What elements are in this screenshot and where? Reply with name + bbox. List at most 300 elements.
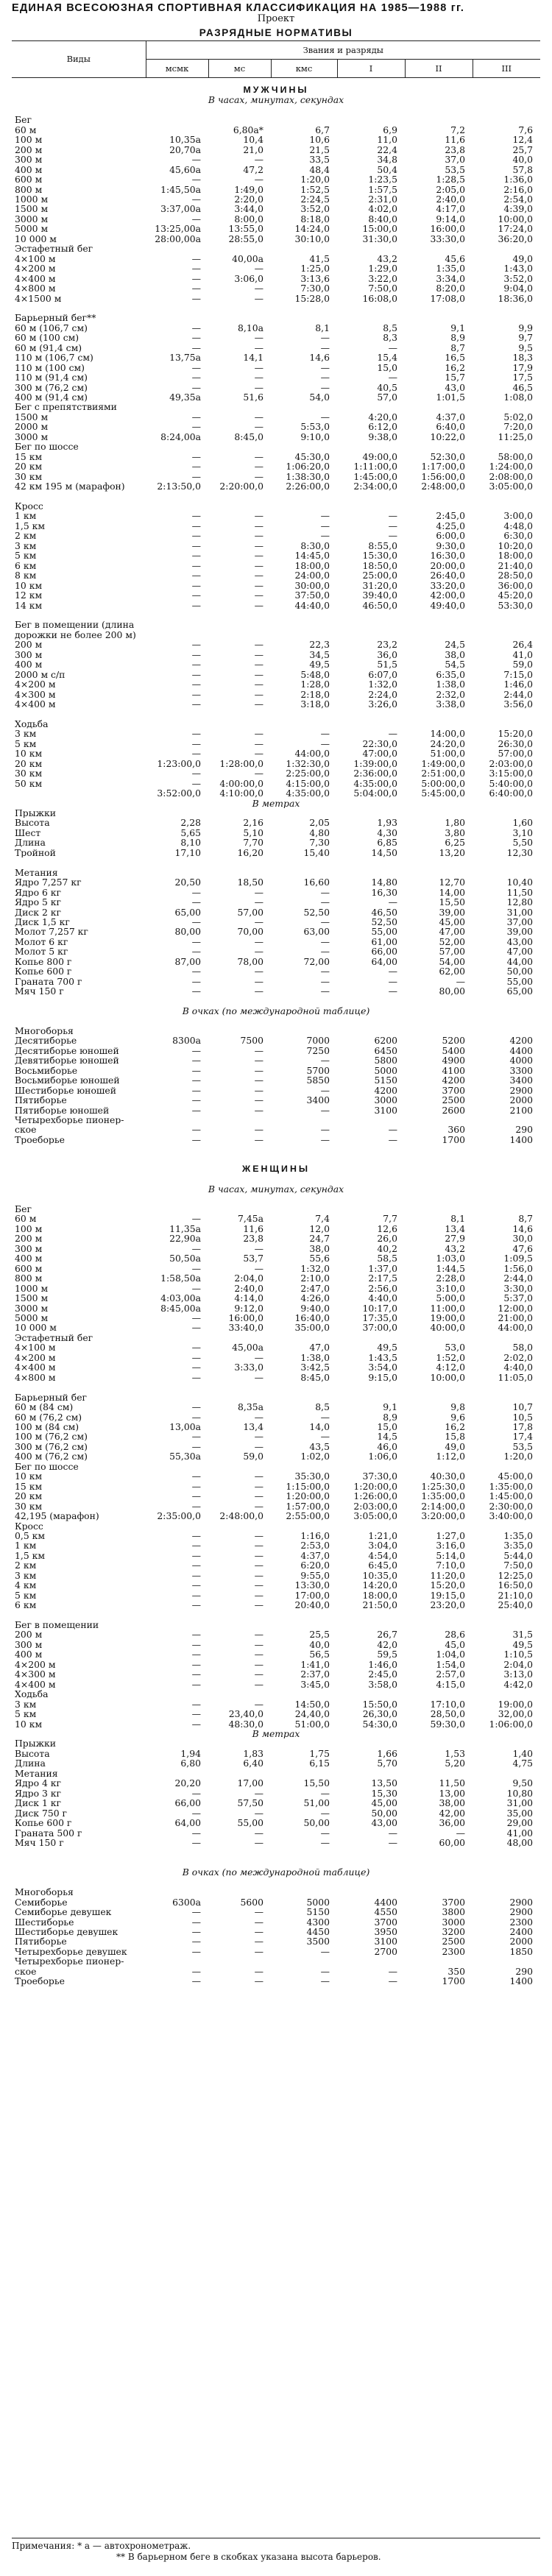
norm-cell: 1:46,0 <box>368 1659 397 1670</box>
table-row <box>12 254 540 263</box>
event-name: 4×400 м <box>15 1679 56 1690</box>
column-header <box>12 40 540 78</box>
norm-cell: 15,4 <box>377 353 397 363</box>
norm-cell: — <box>254 1659 263 1670</box>
event-name: 5000 м <box>15 1313 49 1323</box>
table-row <box>12 779 540 788</box>
norm-cell <box>337 501 405 511</box>
norm-cell <box>146 1521 208 1531</box>
norm-cell: 2:24,0 <box>368 689 397 700</box>
norm-cell: 3:52,0 <box>300 204 330 214</box>
table-row <box>12 1709 540 1719</box>
norm-cell: 7,45а <box>238 1214 263 1224</box>
norm-cell: 4:20,0 <box>368 411 397 422</box>
event-name: Метания <box>15 867 58 878</box>
event-name: 200 м <box>15 144 43 155</box>
norm-cell <box>405 1333 473 1342</box>
norm-cell: 50,00 <box>371 1808 397 1819</box>
norm-cell <box>146 1956 208 1966</box>
norm-cell: 5:40:00,0 <box>489 778 534 789</box>
norm-cell: 4000 <box>509 1055 534 1066</box>
norm-cell <box>337 1115 405 1125</box>
norm-cell: — <box>191 1659 201 1670</box>
table-row <box>12 1284 540 1293</box>
norm-cell: 4:10:00,0 <box>219 788 263 799</box>
spacer-row <box>12 997 540 1006</box>
event-name: 60 м <box>15 1214 37 1224</box>
table-row <box>12 1323 540 1332</box>
event-name: 4 км <box>15 1580 37 1590</box>
norm-cell: — <box>254 600 263 610</box>
norm-cell: 350 <box>447 1966 465 1977</box>
norm-cell <box>271 620 337 629</box>
norm-cell: 42:00,0 <box>430 590 465 601</box>
norm-cell: 2:14:00,0 <box>421 1501 465 1512</box>
norm-cell: 11,6 <box>445 135 465 145</box>
table-row <box>12 383 540 392</box>
event-name: 110 м (91,4 см) <box>15 372 88 383</box>
norm-cell: 20:00,0 <box>430 560 465 571</box>
norm-cell: — <box>254 699 263 710</box>
section-heading <box>12 85 540 95</box>
events-column-header: Виды <box>12 41 146 78</box>
norm-cell: 8,7 <box>518 1214 534 1224</box>
norm-cell: 5:45:00,0 <box>421 788 465 799</box>
norm-cell: — <box>254 1550 263 1561</box>
event-name: 200 м <box>15 1630 43 1640</box>
norm-cell: — <box>191 640 201 650</box>
event-name: Десятиборье юношей <box>15 1045 119 1056</box>
norm-cell: — <box>254 1808 263 1819</box>
norm-cell: — <box>191 1907 201 1917</box>
norm-cell: 17,00 <box>237 1778 263 1788</box>
norm-cell: — <box>191 471 201 482</box>
norm-cell: 15,7 <box>445 372 465 383</box>
norm-cell: 5,20 <box>445 1758 465 1769</box>
norm-cell: 6:07,0 <box>368 669 397 680</box>
event-name: Высота <box>15 818 50 828</box>
norm-cell <box>208 1333 271 1342</box>
norm-cell: 25,5 <box>309 1630 330 1640</box>
norm-cell: 1:32,0 <box>368 679 397 690</box>
norm-cell: 8,9 <box>450 333 465 343</box>
norm-cell: 40,0 <box>512 155 534 165</box>
norm-cell: 39:40,0 <box>362 590 397 601</box>
norm-cell: — <box>191 1362 201 1373</box>
event-name: Мяч 150 г <box>15 1837 64 1848</box>
table-row <box>12 1640 540 1649</box>
norm-cell: 57,00 <box>439 946 465 957</box>
norm-cell: 12,70 <box>439 877 465 888</box>
spacer-row <box>12 857 540 867</box>
event-name: 10 км <box>15 1471 43 1482</box>
norm-cell: 8:24,00а <box>160 431 201 442</box>
norm-cell <box>271 1026 337 1036</box>
norm-cell <box>146 244 208 253</box>
norm-cell: — <box>191 976 201 987</box>
norm-cell: 47,6 <box>512 1243 534 1254</box>
norm-cell: 1700 <box>442 1134 465 1145</box>
table-row <box>12 1630 540 1639</box>
norm-cell: — <box>254 411 263 422</box>
norm-cell: — <box>456 976 465 987</box>
norm-cell: 58:00,0 <box>498 451 534 462</box>
norm-cell: 4:39,0 <box>503 204 534 214</box>
norm-cell: 9,1 <box>450 322 465 333</box>
norm-cell: 10,40 <box>506 877 534 888</box>
norm-cell: 11,6 <box>243 1223 263 1234</box>
norm-cell: — <box>320 1134 330 1145</box>
norm-cell: 2:40,0 <box>234 1283 263 1294</box>
norm-cell: 7:30,0 <box>300 283 330 294</box>
norm-cell: 290 <box>515 1966 534 1977</box>
norm-cell: — <box>191 293 201 303</box>
norm-cell: 12,30 <box>506 847 534 858</box>
norm-cell: 13,75а <box>169 353 201 363</box>
norm-cell: — <box>191 461 201 472</box>
spacer-row <box>12 492 540 501</box>
event-name: Барьерный бег <box>15 1392 88 1403</box>
table-row <box>12 1838 540 1847</box>
norm-cell: — <box>254 342 263 353</box>
table-row <box>12 1402 540 1412</box>
norm-cell: 18,3 <box>512 353 534 363</box>
norm-cell <box>271 808 337 818</box>
norm-cell: — <box>191 1837 201 1848</box>
event-name: 4×200 м <box>15 263 56 274</box>
event-name: 2000 м <box>15 422 49 432</box>
norm-cell: 4:40,0 <box>368 1293 397 1303</box>
spacer-row <box>12 709 540 718</box>
norm-cell: 360 <box>447 1125 465 1135</box>
event-name: Четырехборье девушек <box>15 1946 127 1957</box>
norm-cell <box>337 1393 405 1402</box>
table-row <box>12 1669 540 1679</box>
event-name: Восьмиборье юношей <box>15 1075 120 1086</box>
norm-cell: 43,5 <box>309 1441 330 1452</box>
norm-cell: 1:01,5 <box>436 392 465 403</box>
norm-cell: 70,00 <box>237 927 263 937</box>
norm-cell: 18,50 <box>237 877 263 888</box>
table-row <box>12 937 540 946</box>
spacer-row <box>12 1175 540 1184</box>
norm-cell: 15,0 <box>377 362 397 373</box>
section-subtitle: РАЗРЯДНЫЕ НОРМАТИВЫ <box>199 27 353 38</box>
norm-cell: 3400 <box>509 1075 534 1086</box>
norm-cell: 36,00 <box>439 1818 465 1828</box>
event-name: Восьмиборье <box>15 1065 78 1076</box>
norm-cell: — <box>254 174 263 185</box>
norm-cell: — <box>254 1669 263 1680</box>
norm-cell: — <box>320 1432 330 1442</box>
norm-cell: 2:31,0 <box>368 194 397 205</box>
norm-cell: — <box>320 333 330 343</box>
norm-cell: 4:54,0 <box>368 1550 397 1561</box>
event-name: 4×400 м <box>15 1362 56 1373</box>
document-title: ЕДИНАЯ ВСЕСОЮЗНАЯ СПОРТИВНАЯ КЛАССИФИКАЦИЯ НА 1985—1988 гг. <box>12 2 465 14</box>
norm-cell: 1:52,5 <box>300 184 330 194</box>
norm-cell <box>146 402 208 411</box>
norm-cell: 9,1 <box>383 1402 397 1412</box>
norm-cell: 53,5 <box>512 1441 534 1452</box>
event-name: Многоборья <box>15 1887 74 1897</box>
norm-cell: 40:00,0 <box>430 1323 465 1333</box>
rank-header-2: II <box>405 60 473 78</box>
norm-cell: — <box>254 461 263 472</box>
norm-cell: — <box>191 263 201 274</box>
norm-cell: 52:30,0 <box>430 451 465 462</box>
norm-cell <box>271 1462 337 1471</box>
norm-cell: 24:20,0 <box>430 738 465 749</box>
norm-cell: 47,2 <box>243 164 263 175</box>
norm-cell: 2:44,0 <box>503 689 534 700</box>
event-name: 400 м <box>15 1649 43 1660</box>
norm-cell: 1:57,5 <box>368 184 397 194</box>
table-row <box>12 234 540 244</box>
norm-cell <box>405 1026 473 1036</box>
norm-cell: 18:00,0 <box>362 1590 397 1601</box>
norm-cell: — <box>254 1630 263 1640</box>
norm-cell: 63,00 <box>303 927 330 937</box>
norm-cell <box>405 1521 473 1531</box>
norm-cell <box>405 1204 473 1214</box>
norm-cell: — <box>191 362 201 373</box>
norm-cell: — <box>254 1243 263 1254</box>
norm-cell: 14:45,0 <box>294 551 330 561</box>
norm-cell: 3700 <box>374 1917 397 1928</box>
table-row <box>12 1501 540 1511</box>
norm-cell <box>146 501 208 511</box>
norm-cell: 8,10 <box>180 838 201 848</box>
norm-cell: 2:45,0 <box>368 1669 397 1680</box>
norm-cell: 28:00,00а <box>155 233 201 244</box>
unit-heading <box>12 95 540 105</box>
norm-cell: 9:12,0 <box>234 1303 263 1313</box>
norm-cell: 5,50 <box>512 838 534 848</box>
norm-cell: 1:17:00,0 <box>421 461 465 472</box>
norm-cell <box>208 1115 271 1125</box>
table-row <box>12 1600 540 1610</box>
norm-cell <box>146 125 208 135</box>
table-row <box>12 1451 540 1461</box>
event-name: 60 м (84 см) <box>15 1402 74 1412</box>
norm-cell: 57,50 <box>237 1798 263 1808</box>
norm-cell: — <box>456 1827 465 1838</box>
norm-cell: 1:02,0 <box>300 1451 330 1462</box>
event-name: 5 км <box>15 551 37 561</box>
norm-cell: 24,5 <box>445 640 465 650</box>
event-name: 600 м <box>15 1263 43 1274</box>
norm-cell: — <box>320 897 330 907</box>
norm-cell: — <box>191 966 201 977</box>
table-row <box>12 1738 540 1748</box>
norm-cell: — <box>254 1679 263 1690</box>
event-name: 6 км <box>15 560 37 571</box>
norm-cell: — <box>191 1600 201 1610</box>
norm-cell: — <box>254 1699 263 1710</box>
norm-cell: — <box>191 936 201 947</box>
norm-cell: 4:17,0 <box>436 204 465 214</box>
norm-cell: 55,6 <box>309 1253 330 1264</box>
norm-cell: — <box>320 1105 330 1115</box>
norm-cell: — <box>191 916 201 927</box>
norm-cell: 3:13,6 <box>300 273 330 284</box>
norm-cell: 15:00,0 <box>362 224 397 234</box>
event-name: Тройной <box>15 847 56 858</box>
norm-cell: 4200 <box>509 1036 534 1046</box>
norm-cell: 26:40,0 <box>430 570 465 581</box>
norm-cell: 3000 <box>442 1917 465 1928</box>
event-name: 14 км <box>15 600 43 610</box>
norm-cell: 41,00 <box>506 1827 534 1838</box>
norm-cell: — <box>191 1065 201 1076</box>
norm-cell: — <box>254 1907 263 1917</box>
norm-cell: — <box>388 1966 397 1977</box>
norm-cell: 6450 <box>374 1045 397 1056</box>
norm-cell: 4:35:00,0 <box>353 778 397 789</box>
norm-cell: — <box>254 1055 263 1066</box>
norm-cell <box>405 115 473 124</box>
spacer-row <box>12 610 540 620</box>
norm-cell: 2:03:00,0 <box>489 758 534 769</box>
norm-cell: 2:57,0 <box>436 1669 465 1680</box>
norm-cell: 1:09,5 <box>503 1253 534 1264</box>
norm-cell: 3:04,0 <box>368 1540 397 1551</box>
event-name: 6 км <box>15 1600 37 1610</box>
norm-cell: 45,00 <box>439 916 465 927</box>
norm-cell: 8:18,0 <box>300 213 330 224</box>
norm-cell: 5600 <box>240 1897 263 1908</box>
norm-cell <box>208 1462 271 1471</box>
norm-cell <box>337 1956 405 1966</box>
norm-cell: — <box>254 679 263 690</box>
table-row <box>12 1313 540 1323</box>
norm-cell: — <box>191 1134 201 1145</box>
table-row <box>12 363 540 372</box>
event-name: 20 км <box>15 758 43 769</box>
norm-cell: — <box>191 1491 201 1501</box>
event-name: 10 км <box>15 1719 43 1729</box>
norm-cell: 3400 <box>306 1095 330 1105</box>
event-name: Многоборья <box>15 1025 74 1036</box>
norm-cell: — <box>254 1085 263 1096</box>
norm-cell: 19:00,0 <box>430 1313 465 1323</box>
norm-cell: — <box>191 1719 201 1729</box>
norm-cell: — <box>191 1590 201 1601</box>
norm-cell <box>473 501 540 511</box>
norm-cell: 48,00 <box>506 1837 534 1848</box>
norm-cell: 16,5 <box>445 353 465 363</box>
norm-cell: — <box>254 560 263 571</box>
norm-cell <box>208 1769 271 1778</box>
spacer-row <box>12 1144 540 1154</box>
norm-cell: 32,00,0 <box>498 1709 534 1719</box>
norm-cell <box>337 1204 405 1214</box>
norm-cell <box>146 1738 208 1748</box>
norm-cell <box>208 868 271 877</box>
norm-cell: 40:30,0 <box>430 1471 465 1482</box>
norm-cell: 50,00 <box>303 1818 330 1828</box>
norm-cell: — <box>254 333 263 343</box>
norm-cell: — <box>191 1243 201 1254</box>
norm-cell: — <box>191 1966 201 1977</box>
unit-heading <box>12 799 540 808</box>
event-name: 1,5 км <box>15 1550 46 1561</box>
norm-cell: — <box>191 1432 201 1442</box>
norm-cell: 50,4 <box>377 164 397 175</box>
table-row <box>12 1373 540 1382</box>
norm-cell: — <box>254 520 263 531</box>
norm-cell: 1:28,0 <box>300 679 330 690</box>
norm-cell: 18:36,0 <box>498 293 534 303</box>
table-row <box>12 601 540 610</box>
table-row <box>12 1818 540 1827</box>
table-row <box>12 1303 540 1313</box>
norm-cell: 2:04,0 <box>234 1273 263 1284</box>
norm-cell <box>271 1689 337 1699</box>
norm-cell: 19:15,0 <box>430 1590 465 1601</box>
norm-cell: 3:37,00а <box>160 204 201 214</box>
norm-cell: 45:00,0 <box>498 1471 534 1482</box>
event-name: 4×200 м <box>15 679 56 690</box>
table-row <box>12 739 540 749</box>
event-name: 30 км <box>15 768 43 779</box>
table-row <box>12 1362 540 1372</box>
event-name: Копье 800 г <box>15 956 72 967</box>
norm-cell: 1:28:00,0 <box>219 758 263 769</box>
norm-cell: — <box>388 372 397 383</box>
norm-cell: 8,7 <box>450 342 465 353</box>
norm-cell: — <box>254 897 263 907</box>
norm-cell: 49:00,0 <box>362 451 397 462</box>
norm-cell: 13:30,0 <box>294 1580 330 1590</box>
norm-cell: 6,7 <box>315 124 330 135</box>
norm-cell <box>337 244 405 253</box>
event-name: 1500 м <box>15 1293 49 1303</box>
norm-cell: 3,80 <box>445 827 465 838</box>
norm-cell: — <box>254 1065 263 1076</box>
norm-cell: 2:18,0 <box>300 689 330 700</box>
norm-cell: 5:53,0 <box>300 422 330 432</box>
norm-cell <box>271 1769 337 1778</box>
norm-cell: 1:56,0 <box>503 1263 534 1274</box>
norm-cell: 4550 <box>374 1907 397 1917</box>
norm-cell: 2:47,0 <box>300 1283 330 1294</box>
table-row <box>12 165 540 174</box>
event-name: 110 м (106,7 см) <box>15 353 93 363</box>
table-row <box>12 1234 540 1243</box>
norm-cell <box>473 313 540 322</box>
norm-cell: — <box>388 1827 397 1838</box>
norm-cell: — <box>254 471 263 482</box>
norm-cell: — <box>254 1134 263 1145</box>
norm-cell <box>146 719 208 729</box>
norm-cell <box>405 719 473 729</box>
norm-cell: — <box>388 342 397 353</box>
table-row <box>12 1273 540 1283</box>
norm-cell: 31:30,0 <box>362 233 397 244</box>
norm-cell: 2500 <box>442 1936 465 1947</box>
norm-cell: 7250 <box>306 1045 330 1056</box>
event-name: 100 м (76,2 см) <box>15 1432 88 1442</box>
norm-cell: 1,66 <box>377 1748 397 1759</box>
norm-cell: 47:00,0 <box>362 749 397 759</box>
table-row <box>12 1482 540 1491</box>
event-name: 800 м <box>15 1273 43 1284</box>
table-row <box>12 848 540 857</box>
norm-cell: 30,0 <box>512 1234 534 1244</box>
norm-cell: — <box>254 1372 263 1383</box>
